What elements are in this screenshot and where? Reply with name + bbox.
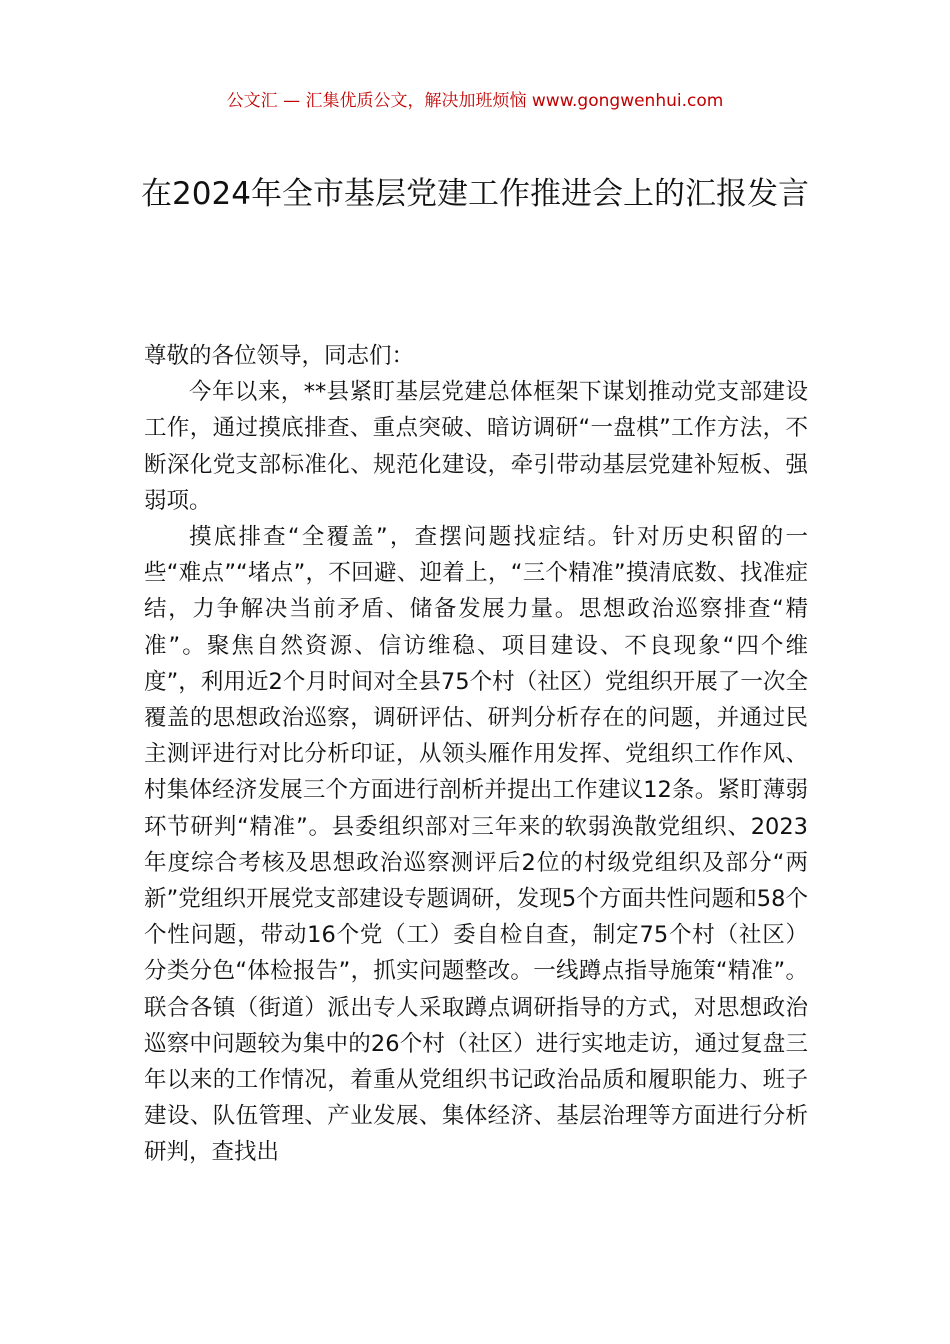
paragraph-survey: 摸底排查“全覆盖”，查摆问题找症结。针对历史积留的一些“难点”“堵点”，不回避、迎着上，“三个精准”摸清底数、找准症结，力争解决当前矛盾、储备发展力量。思想政治巡察排查“精准”。聚焦自然资源、信访维稳、项目建设、不良现象“四个维度”，利用近2个月时间对全县75个村（社区）党组织开展了一次全覆盖的思想政治巡察，调研评估、研判分析存在的问题，并通过民主测评进行对比分析印证，从领头雁作用发挥、党组织工作作风、村集体经济发展三个方面进行剖析并提出工作建议12条。紧盯薄弱环节研判“精准”。县委组织部对三年来的软弱涣散党组织、2023年度综合考核及思想政治巡察测评后2位的村级党组织及部分“两新”党组织开展党支部建设专题调研，发现5个方面共性问题和58个个性问题，带动16个党（工）委自检自查，制定75个村（社区）分类分色“体检报告”，抓实问题整改。一线蹲点指导施策“精准”。联合各镇（街道）派出专人采取蹲点调研指导的方式，对思想政治巡察中问题较为集中的26个村（社区）进行实地走访，通过复盘三年以来的工作情况，着重从党组织书记政治品质和履职能力、班子建设、队伍管理、产业发展、集体经济、基层治理等方面进行分析研判，查找出 [144,524,808,1166]
salutation: 尊敬的各位领导，同志们： [144,343,415,369]
paragraph-intro: 今年以来，**县紧盯基层党建总体框架下谋划推动党支部建设工作，通过摸底排查、重点突破、暗访调研“一盘棋”工作方法，不断深化党支部标准化、规范化建设，牵引带动基层党建补短板、强弱项。 [144,379,808,514]
site-banner: 公文汇 — 汇集优质公文，解决加班烦恼 www.gongwenhui.com [226,91,724,111]
document-title: 在2024年全市基层党建工作推进会上的汇报发言 [141,176,809,212]
document-body [144,338,808,1171]
